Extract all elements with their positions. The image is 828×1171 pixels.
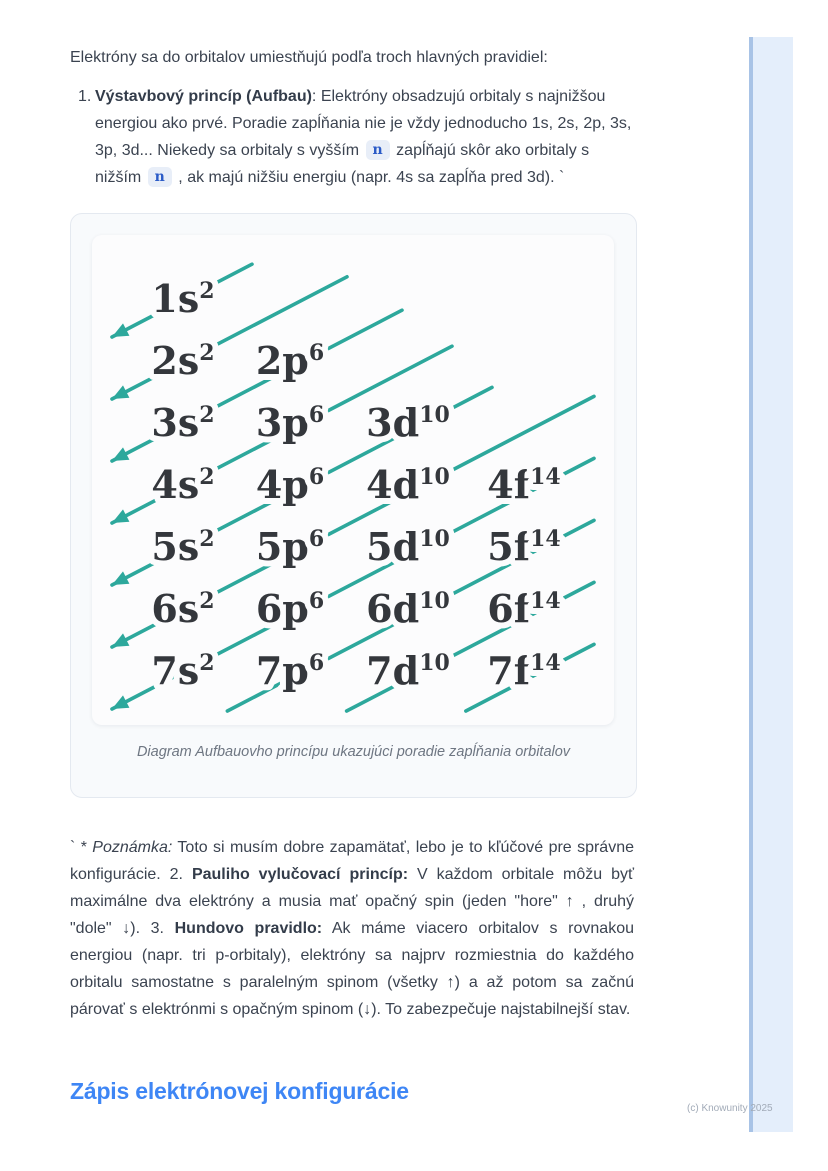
orbital-label: $1s^2$: [151, 276, 215, 321]
ordered-list-item: [78, 83, 635, 191]
inline-code-badge: n: [148, 167, 172, 187]
text-segment: : Elektróny obsadzujú orbitaly s najnižšou energiou ako prvé. Poradie zapĺňania nie je vždy jednoducho 1s, 2s, 2p, 3s, 3p, 3d... Niekedy sa orbitaly s vyšším: [95, 88, 632, 159]
figure-card: [70, 213, 637, 798]
italic-text: Poznámka:: [92, 839, 173, 856]
aufbau-arrow-line: [112, 277, 347, 399]
intro-paragraph: Elektróny sa do orbitalov umiestňujú podľa troch hlavných pravidiel:: [70, 49, 548, 66]
orbital-label: $4d^{10}$: [366, 462, 450, 507]
orbital-label: $7s^2$: [151, 648, 215, 693]
page-scrollbar[interactable]: [749, 37, 793, 1132]
note-paragraph: [70, 834, 634, 1023]
text-segment: Ak máme viacero orbitalov s rovnakou energiou (napr. tri p-orbitaly), elektróny sa najprv rozmiestnia do každého orbitalu samostatne s paralelným spinom (všetky ↑) a až potom sa začnú párovať s elektrónmi s opačným spinom (↓). To zabezpečuje najstabilnejší stav.: [70, 920, 635, 1018]
orbital-label: $5s^2$: [151, 524, 215, 569]
list-item-number: 1.: [78, 88, 92, 105]
orbital-label: $6d^{10}$: [366, 586, 450, 631]
aufbau-diagram-svg: [92, 235, 614, 725]
text-segment: V každom orbitale môžu byť maximálne dva elektróny a musia mať opačný spin (jeden "hore" ↑ , druhý "dole" ↓). 3.: [70, 866, 635, 937]
text-segment: Toto si musím dobre zapamätať, lebo je to kľúčové pre správne konfigurácie. 2.: [70, 839, 634, 883]
orbital-label: $3p^6$: [255, 400, 325, 445]
figure-caption: Diagram Aufbauovho princípu ukazujúci poradie zapĺňania orbitalov: [136, 744, 571, 760]
bold-text: Hundovo pravidlo:: [174, 920, 323, 937]
watermark-text: (c) Knowunity 2025: [687, 1103, 773, 1114]
bold-text: Pauliho vylučovací princíp:: [191, 866, 409, 883]
orbital-label: $7f^{14}$: [487, 648, 561, 693]
orbital-label: $4f^{14}$: [487, 462, 561, 507]
bold-text: Výstavbový princíp (Aufbau): [95, 88, 312, 105]
inline-code-badge: n: [366, 140, 390, 160]
orbital-label: $6f^{14}$: [487, 586, 561, 631]
orbital-label: $6p^6$: [255, 586, 325, 631]
orbital-label: $4s^2$: [151, 462, 215, 507]
orbital-label: $3d^{10}$: [366, 400, 450, 445]
orbital-label: $7d^{10}$: [366, 648, 450, 693]
text-segment: , ak majú nižšiu energiu (napr. 4s sa zapĺňa pred 3d). `: [173, 169, 565, 186]
orbital-label: $2s^2$: [151, 338, 215, 383]
orbital-label: $6s^2$: [151, 586, 215, 631]
text-segment: zapĺňajú skôr ako orbitaly s nižším: [95, 142, 590, 186]
section-heading: Zápis elektrónovej konfigurácie: [70, 1078, 409, 1104]
orbital-label: $5d^{10}$: [366, 524, 450, 569]
list-item-text: [95, 83, 635, 191]
orbital-label: $5p^6$: [255, 524, 325, 569]
orbital-label: $7p^6$: [255, 648, 325, 693]
orbital-label: $2p^6$: [255, 338, 325, 383]
aufbau-diagram: [92, 235, 614, 725]
orbital-label: $3s^2$: [151, 400, 215, 445]
text-segment: ` *: [70, 839, 93, 856]
orbital-label: $5f^{14}$: [487, 524, 561, 569]
orbital-label: $4p^6$: [255, 462, 325, 507]
